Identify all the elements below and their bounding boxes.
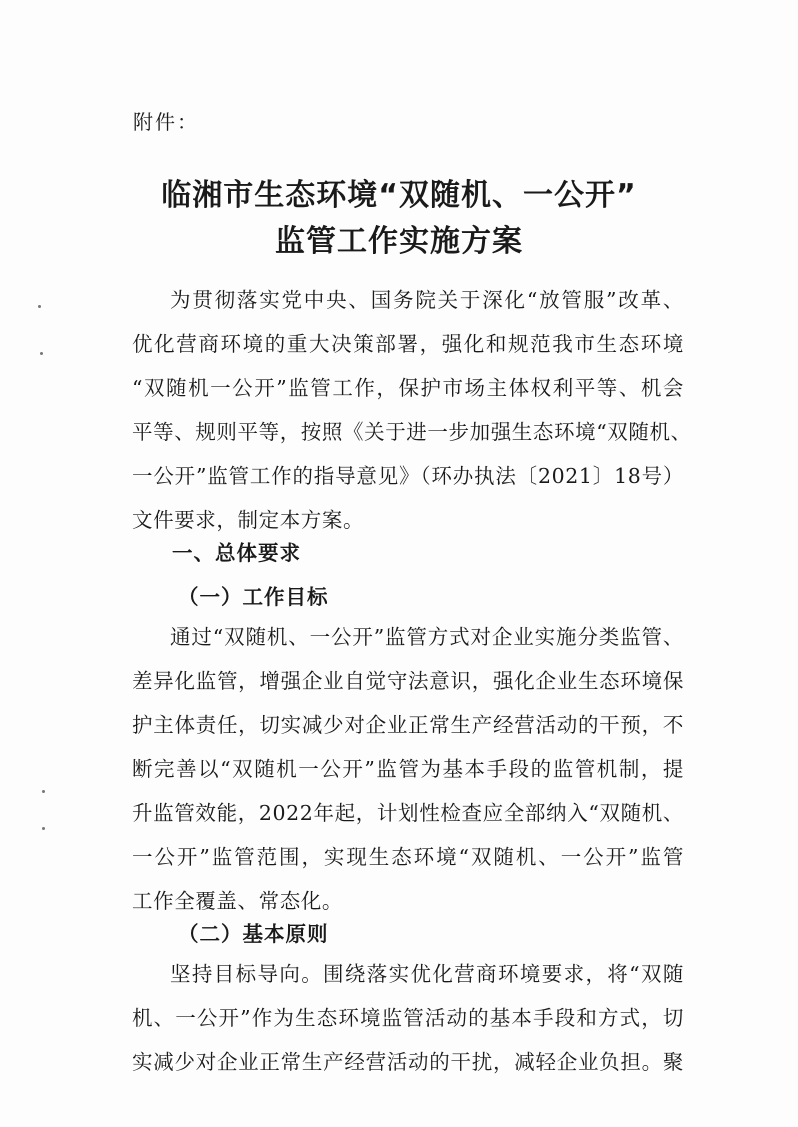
scan-speck — [38, 305, 41, 308]
intro-line: “双随机一公开”监管工作，保护市场主体权利平等、机会 — [132, 376, 684, 400]
paragraph-line: 断完善以“双随机一公开”监管为基本手段的监管机制，提 — [132, 757, 684, 781]
paragraph-line: 实减少对企业正常生产经营活动的干扰，减轻企业负担。聚 — [132, 1050, 684, 1074]
document-title-line-2: 监管工作实施方案 — [275, 224, 523, 259]
paragraph-line: 工作全覆盖、常态化。 — [132, 889, 343, 913]
paragraph-line: 一公开”监管范围，实现生态环境“双随机、一公开”监管 — [132, 845, 684, 869]
intro-line: 平等、规则平等，按照《关于进一步加强生态环境“双随机、 — [132, 420, 692, 444]
scan-speck — [40, 352, 43, 355]
intro-line: 优化营商环境的重大决策部署，强化和规范我市生态环境 — [132, 332, 684, 356]
subsection-heading: （二）基本原则 — [178, 922, 329, 946]
document-title-line-1: 临湘市生态环境“双随机、一公开” — [161, 178, 637, 213]
scan-speck — [42, 827, 45, 830]
paragraph-line: 差异化监管，增强企业自觉守法意识，强化企业生态环境保 — [132, 669, 684, 693]
intro-line: 为贯彻落实党中央、国务院关于深化“放管服”改革、 — [170, 288, 684, 312]
paragraph-line: 机、一公开”作为生态环境监管活动的基本手段和方式，切 — [132, 1006, 684, 1030]
subsection-heading: （一）工作目标 — [178, 585, 329, 609]
intro-line: 文件要求，制定本方案。 — [132, 508, 365, 532]
paragraph-line: 坚持目标导向。围绕落实优化营商环境要求，将“双随 — [170, 962, 684, 986]
paragraph-line: 升监管效能，2022年起，计划性检查应全部纳入“双随机、 — [132, 801, 684, 825]
section-heading: 一、总体要求 — [172, 541, 301, 565]
scan-speck — [42, 790, 45, 793]
attachment-label: 附件： — [133, 110, 199, 134]
paragraph-line: 通过“双随机、一公开”监管方式对企业实施分类监管、 — [170, 625, 684, 649]
paragraph-line: 护主体责任，切实减少对企业正常生产经营活动的干预，不 — [132, 713, 684, 737]
intro-line: 一公开”监管工作的指导意见》（环办执法〔2021〕18号） — [132, 464, 684, 488]
